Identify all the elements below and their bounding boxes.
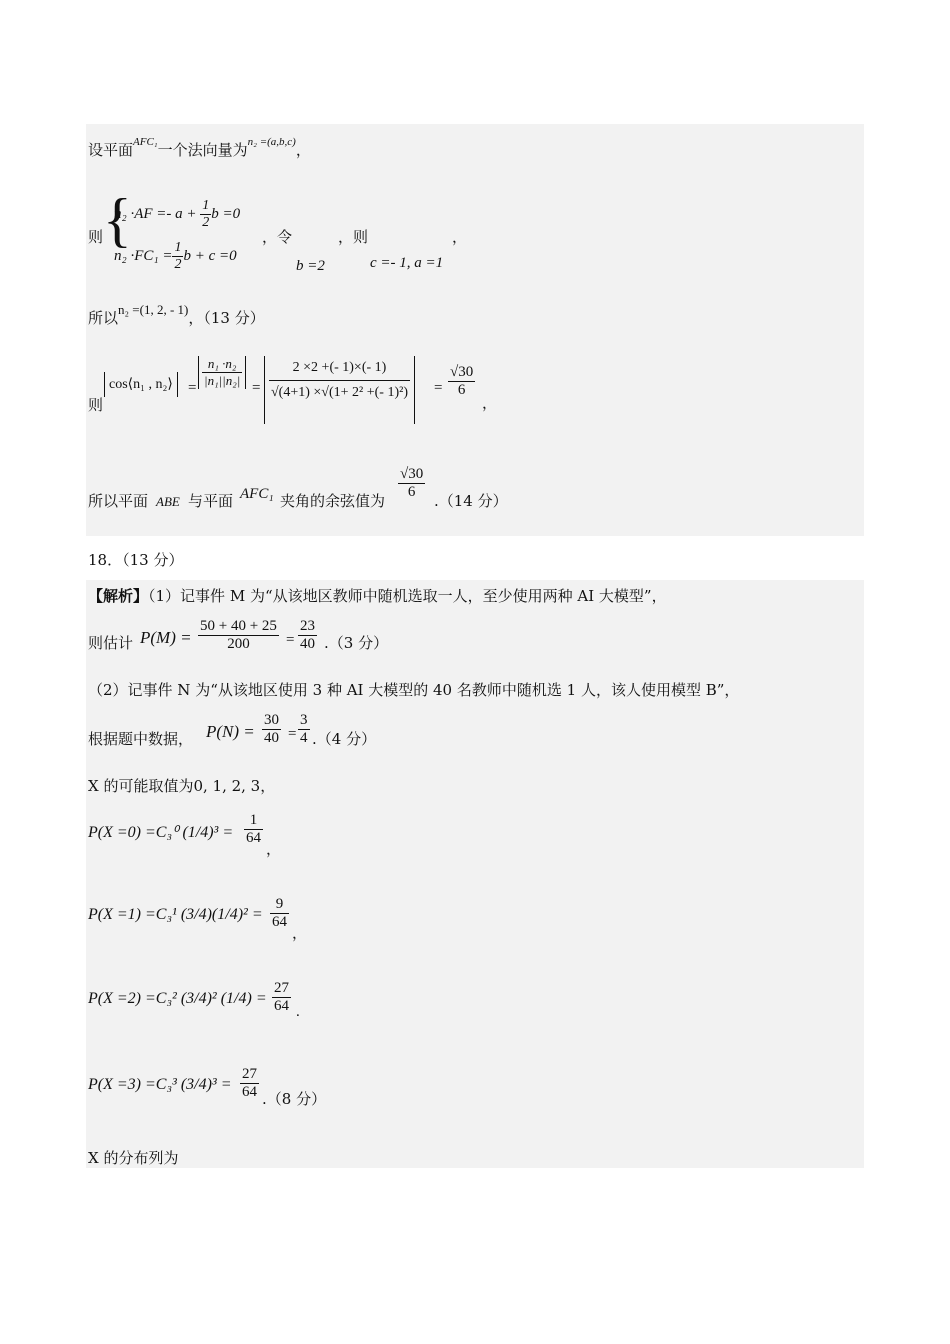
frac-den: 4 <box>300 730 308 746</box>
cos-expr: cos⟨n₁ , n₂⟩ <box>104 372 178 397</box>
prob-expr: P(X =3) =C₃³ (3/4)³ = <box>88 1076 232 1093</box>
solution-panel-17 <box>86 124 864 536</box>
text: ， <box>482 396 498 412</box>
text: n₂ ·FC₁ = <box>114 247 173 264</box>
frac-den: 40 <box>300 636 315 652</box>
text: = <box>288 726 297 742</box>
answer-frac <box>398 466 425 501</box>
frac-num: 9 <box>275 896 284 912</box>
text: 设平面 <box>88 141 134 159</box>
frac-den: 2 <box>174 257 182 272</box>
plane-label: AFC₁ <box>133 136 158 148</box>
score-label: ，（13 分） <box>188 309 265 327</box>
prob-expr: P(X =2) =C₃² (3/4)² (1/4) = <box>88 990 267 1007</box>
score-label: .（8 分） <box>262 1090 327 1108</box>
analysis-label: 【解析】 <box>88 587 149 605</box>
text: 所以平面 <box>88 492 149 510</box>
text: 夹角的余弦值为 <box>280 492 386 510</box>
pm-expr: P(M) = <box>140 628 192 647</box>
plane-afc: AFC₁ <box>240 486 274 502</box>
score-label: .（4 分） <box>312 730 377 748</box>
frac-num: 3 <box>300 712 308 728</box>
frac-den: √(4+1) ×√(1+ 2² +(- 1)²) <box>269 380 410 401</box>
math-ca: c =- 1, a =1 <box>370 255 444 271</box>
abs-frac-2 <box>264 356 415 424</box>
text: = <box>286 632 295 648</box>
score-label: .（3 分） <box>324 634 389 652</box>
text: n₂ ·AF =- a + <box>114 205 201 222</box>
frac-num: √30 <box>450 364 474 380</box>
text: 所以 <box>88 309 119 327</box>
vector-result-line <box>88 302 265 329</box>
equation-2 <box>114 240 237 273</box>
frac-den: 40 <box>264 730 279 746</box>
frac-den: 64 <box>242 1084 257 1100</box>
frac-den: 200 <box>198 635 279 653</box>
frac-num: 23 <box>300 618 315 634</box>
frac-num: n₁ ·n₂ <box>207 356 237 371</box>
vector-expr: n₂ =(a,b,c) <box>247 136 296 148</box>
equation-1 <box>114 198 240 231</box>
frac-num: 50 + 40 + 25 <box>200 618 277 634</box>
prob-expr: P(X =1) =C₃¹ (3/4)(1/4)² = <box>88 906 263 923</box>
frac-den: 64 <box>274 998 289 1014</box>
analysis-part1 <box>88 586 667 606</box>
text: 与平面 <box>188 492 234 510</box>
frac-den: |n₁||n₂| <box>204 373 241 388</box>
plane-abe: ABE <box>156 494 180 509</box>
math-b: b =2 <box>296 258 325 274</box>
frac-num: 27 <box>242 1066 257 1082</box>
frac-den: 6 <box>448 381 475 399</box>
text: 则 <box>88 396 104 414</box>
question-18-header: 18．（13 分） <box>88 551 184 569</box>
frac-num: √30 <box>400 466 424 482</box>
text: ，令 <box>262 228 293 246</box>
text: （1）记事件 M 为“从该地区教师中随机选取一人，至少使用两种 AI 大模型”， <box>148 587 667 605</box>
frac-num: 1 <box>202 198 210 213</box>
frac-num: 1 <box>249 812 258 828</box>
prob-expr: P(X =0) =C₃⁰ (1/4)³ = <box>88 824 234 841</box>
text: ， <box>295 141 311 159</box>
brace: { <box>103 187 132 253</box>
text: 一个法向量为 <box>157 141 248 159</box>
normal-vector-line <box>88 136 311 162</box>
x-values-line: X 的可能取值为0, 1, 2, 3， <box>88 777 276 795</box>
pn-expr: P(N) = <box>206 722 255 741</box>
frac-num: 2 ×2 +(- 1)×(- 1) <box>292 360 387 375</box>
frac-num: 1 <box>174 240 182 255</box>
result-frac <box>448 364 475 399</box>
frac-den: 64 <box>246 830 261 846</box>
text: 则估计 <box>88 634 134 652</box>
text: 则 <box>88 230 104 246</box>
analysis-part2: （2）记事件 N 为“从该地区使用 3 种 AI 大模型的 40 名教师中随机选 1 人，该人使用模型 B”， <box>88 681 740 699</box>
score-label: .（14 分） <box>434 492 508 510</box>
text: 根据题中数据， <box>88 730 194 748</box>
text: ， <box>292 926 308 942</box>
abs-frac-1 <box>198 356 246 389</box>
text: ， <box>266 842 282 858</box>
text: ，则 <box>338 228 369 246</box>
distribution-label: X 的分布列为 <box>88 1149 179 1167</box>
frac-num: 27 <box>274 980 289 996</box>
frac-den: 6 <box>398 483 425 501</box>
frac-den: 2 <box>202 215 210 230</box>
frac-den: 64 <box>272 914 287 930</box>
text: b =0 <box>211 205 241 222</box>
text: . <box>296 1004 300 1020</box>
text: ， <box>452 230 468 246</box>
vector-expr: n₂ =(1, 2, - 1) <box>118 302 189 317</box>
text: b + c =0 <box>183 247 237 264</box>
frac-num: 30 <box>264 712 279 728</box>
